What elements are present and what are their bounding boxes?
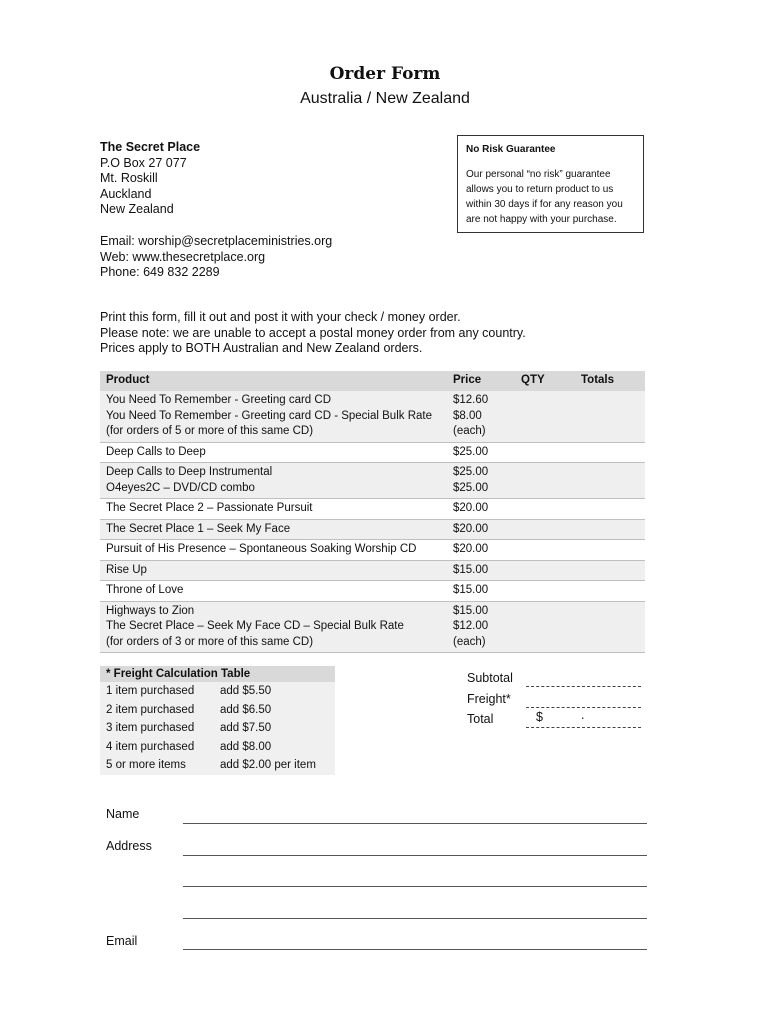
freight-quantity: 3 item purchased (106, 722, 195, 734)
address-line: New Zealand (100, 202, 174, 216)
page-subtitle: Australia / New Zealand (300, 90, 470, 107)
name-label: Name (106, 807, 140, 821)
product-name-cell (100, 499, 447, 520)
total-cell[interactable] (575, 560, 645, 581)
freight-label: Freight* (467, 691, 511, 706)
address-field-line-1[interactable] (183, 855, 647, 856)
guarantee-text: Our personal “no risk” guarantee allows you to return product to us within 30 days if for any reason you are not happy with your purchase. (466, 169, 623, 225)
product-price: $20.00 (453, 543, 489, 555)
table-row (100, 442, 645, 463)
product-price: $25.00 (453, 466, 489, 478)
product-name-cell (100, 540, 447, 561)
product-name: (for orders of 3 or more of this same CD) (106, 635, 314, 648)
currency-symbol: $ (536, 710, 543, 724)
freight-table (100, 666, 335, 775)
table-row (100, 581, 645, 602)
freight-quantity: 2 item purchased (106, 703, 195, 716)
product-price: $12.00 (453, 620, 489, 632)
freight-cost: add $6.50 (220, 703, 272, 716)
product-price: $25.00 (453, 445, 489, 458)
product-name-cell (100, 391, 447, 442)
freight-cost: add $5.50 (220, 685, 272, 697)
address-label: Address (106, 839, 152, 853)
instructions (100, 310, 526, 357)
subtotal-label: Subtotal (467, 671, 513, 685)
table-row (100, 391, 645, 442)
address-name: The Secret Place (100, 140, 201, 154)
table-row (100, 499, 645, 520)
qty-cell[interactable] (515, 581, 575, 602)
product-name: The Secret Place 1 – Seek My Face (106, 522, 291, 535)
total-cell[interactable] (575, 519, 645, 540)
header-price: Price (447, 371, 515, 391)
qty-cell[interactable] (515, 601, 575, 653)
total-cell[interactable] (575, 540, 645, 561)
total-cell[interactable] (575, 499, 645, 520)
product-price-cell (447, 391, 515, 442)
product-price: $15.00 (453, 563, 489, 576)
table-row (100, 519, 645, 540)
address-line: Auckland (100, 186, 152, 201)
product-price-cell (447, 560, 515, 581)
product-name: You Need To Remember - Greeting card CD - Special Bulk Rate (106, 409, 432, 422)
guarantee-box (457, 135, 644, 233)
freight-quantity: 1 item purchased (106, 685, 195, 697)
address-line: Mt. Roskill (100, 171, 158, 185)
freight-cost: add $2.00 per item (220, 759, 316, 771)
total-cell[interactable] (575, 601, 645, 653)
product-name: Deep Calls to Deep Instrumental (106, 466, 273, 478)
product-price-cell (447, 519, 515, 540)
freight-title: * Freight Calculation Table (100, 666, 335, 682)
product-table (100, 371, 645, 653)
product-name: Deep Calls to Deep (106, 445, 206, 458)
address-line: P.O Box 27 077 (100, 155, 187, 170)
qty-cell[interactable] (515, 391, 575, 442)
product-name: Pursuit of His Presence – Spontaneous Soaking Worship CD (106, 543, 417, 555)
total-cell[interactable] (575, 391, 645, 442)
contact-web: Web: www.thesecretplace.org (100, 249, 266, 264)
qty-cell[interactable] (515, 540, 575, 561)
table-row (100, 560, 645, 581)
email-field[interactable] (183, 949, 647, 950)
decimal-point: . (581, 708, 585, 722)
total-cell[interactable] (575, 442, 645, 463)
freight-row (100, 756, 335, 775)
order-summary (467, 668, 513, 730)
table-header-row (100, 371, 645, 391)
product-price: $25.00 (453, 481, 489, 494)
contact-phone: Phone: 649 832 2289 (100, 265, 220, 279)
product-price: $20.00 (453, 502, 489, 514)
product-name-cell (100, 442, 447, 463)
qty-cell[interactable] (515, 463, 575, 499)
mailing-address (100, 140, 200, 218)
address-field-line-3[interactable] (183, 918, 647, 919)
product-price: $15.00 (453, 584, 489, 596)
table-row (100, 463, 645, 499)
product-name: Throne of Love (106, 584, 184, 596)
subtotal-field[interactable] (526, 686, 641, 687)
product-name-cell (100, 581, 447, 602)
contact-info (100, 234, 332, 281)
product-name: The Secret Place – Seek My Face CD – Special Bulk Rate (106, 620, 404, 632)
freight-cost: add $7.50 (220, 722, 272, 734)
product-price: $15.00 (453, 604, 489, 617)
qty-cell[interactable] (515, 499, 575, 520)
product-price-cell (447, 601, 515, 653)
product-name-cell (100, 463, 447, 499)
address-field-line-2[interactable] (183, 886, 647, 887)
header-totals: Totals (575, 371, 645, 391)
product-name-cell (100, 560, 447, 581)
total-cell[interactable] (575, 581, 645, 602)
freight-row (100, 682, 335, 701)
product-name-cell (100, 519, 447, 540)
email-label: Email (106, 934, 138, 948)
instruction-line: Prices apply to BOTH Australian and New Zealand orders. (100, 341, 423, 355)
freight-cost: add $8.00 (220, 740, 272, 753)
product-price-cell (447, 463, 515, 499)
product-name: Highways to Zion (106, 604, 195, 617)
product-price: $8.00 (453, 409, 482, 422)
table-row (100, 540, 645, 561)
contact-email: Email: worship@secretplaceministries.org (100, 234, 333, 248)
product-name: O4eyes2C – DVD/CD combo (106, 481, 255, 494)
freight-row (100, 719, 335, 738)
product-name: You Need To Remember - Greeting card CD (106, 394, 331, 406)
header-qty: QTY (515, 371, 575, 391)
product-name-cell (100, 601, 447, 653)
guarantee-title: No Risk Guarantee (466, 144, 556, 155)
product-name: Rise Up (106, 563, 147, 576)
table-row (100, 601, 645, 653)
product-price: $20.00 (453, 522, 489, 535)
instruction-line: Print this form, fill it out and post it with your check / money order. (100, 310, 461, 324)
freight-row (100, 701, 335, 720)
product-price: (each) (453, 635, 486, 648)
freight-row (100, 738, 335, 757)
total-cell[interactable] (575, 463, 645, 499)
qty-cell[interactable] (515, 442, 575, 463)
product-price-cell (447, 540, 515, 561)
freight-quantity: 4 item purchased (106, 740, 195, 753)
product-price: $12.60 (453, 394, 489, 406)
product-price-cell (447, 442, 515, 463)
page-title: Order Form (329, 64, 441, 84)
product-price: (each) (453, 425, 486, 437)
product-name: The Secret Place 2 – Passionate Pursuit (106, 502, 313, 514)
qty-cell[interactable] (515, 560, 575, 581)
qty-cell[interactable] (515, 519, 575, 540)
header-product: Product (100, 371, 447, 391)
product-price-cell (447, 581, 515, 602)
product-name: (for orders of 5 or more of this same CD) (106, 425, 314, 437)
product-price-cell (447, 499, 515, 520)
name-field[interactable] (183, 823, 647, 824)
total-label: Total (467, 712, 494, 726)
total-field[interactable] (526, 727, 641, 728)
instruction-line: Please note: we are unable to accept a postal money order from any country. (100, 325, 526, 340)
freight-quantity: 5 or more items (106, 759, 186, 771)
